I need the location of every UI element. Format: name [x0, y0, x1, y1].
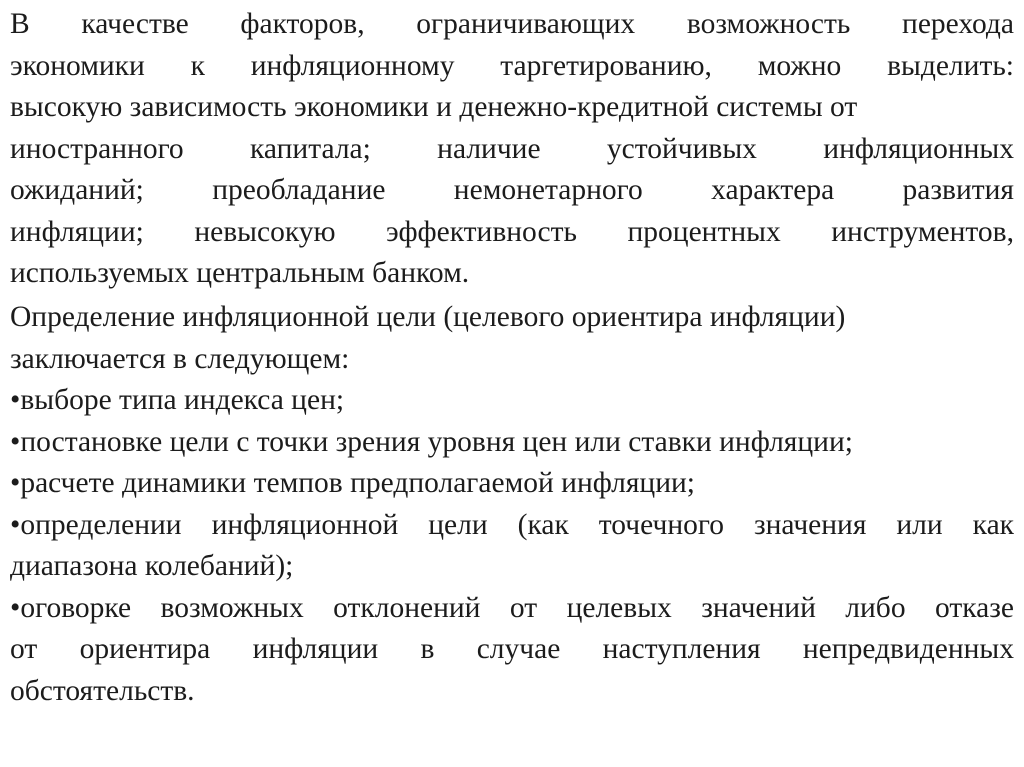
list-item-continuation: обстоятельств. — [10, 674, 195, 707]
list-item: •определении инфляционной цели (как точечного значения или как — [10, 508, 1014, 541]
list-item-continuation: диапазона колебаний); — [10, 550, 294, 582]
text-line: иностранного капитала; наличие устойчивых инфляционных — [10, 132, 1014, 165]
list-item: •оговорке возможных отклонений от целевых значений либо отказе — [10, 591, 1014, 624]
text-line: Определение инфляционной цели (целевого ориентира инфляции) — [10, 301, 846, 333]
list-item-continuation: от ориентира инфляции в случае наступления непредвиденных — [10, 633, 1014, 665]
text-line: используемых центральным банком. — [10, 257, 470, 289]
paragraph-factors — [10, 4, 1014, 295]
list-item: •расчете динамики темпов предполагаемой инфляции; — [10, 467, 695, 499]
list-item: •постановке цели с точки зрения уровня цен или ставки инфляции; — [10, 425, 853, 458]
text-line: ожиданий; преобладание немонетарного характера развития — [10, 174, 1014, 206]
text-line: заключается в следующем: — [10, 342, 350, 375]
paragraph-inflation-target — [10, 297, 1014, 712]
text-line: высокую зависимость экономики и денежно-кредитной системы от — [10, 91, 858, 123]
text-line: экономики к инфляционному таргетированию, можно выделить: — [10, 49, 1014, 82]
text-line: инфляции; невысокую эффективность процентных инструментов, — [10, 215, 1014, 248]
list-item: •выборе типа индекса цен; — [10, 384, 345, 416]
text-line: В качестве факторов, ограничивающих возможность перехода — [10, 8, 1014, 40]
